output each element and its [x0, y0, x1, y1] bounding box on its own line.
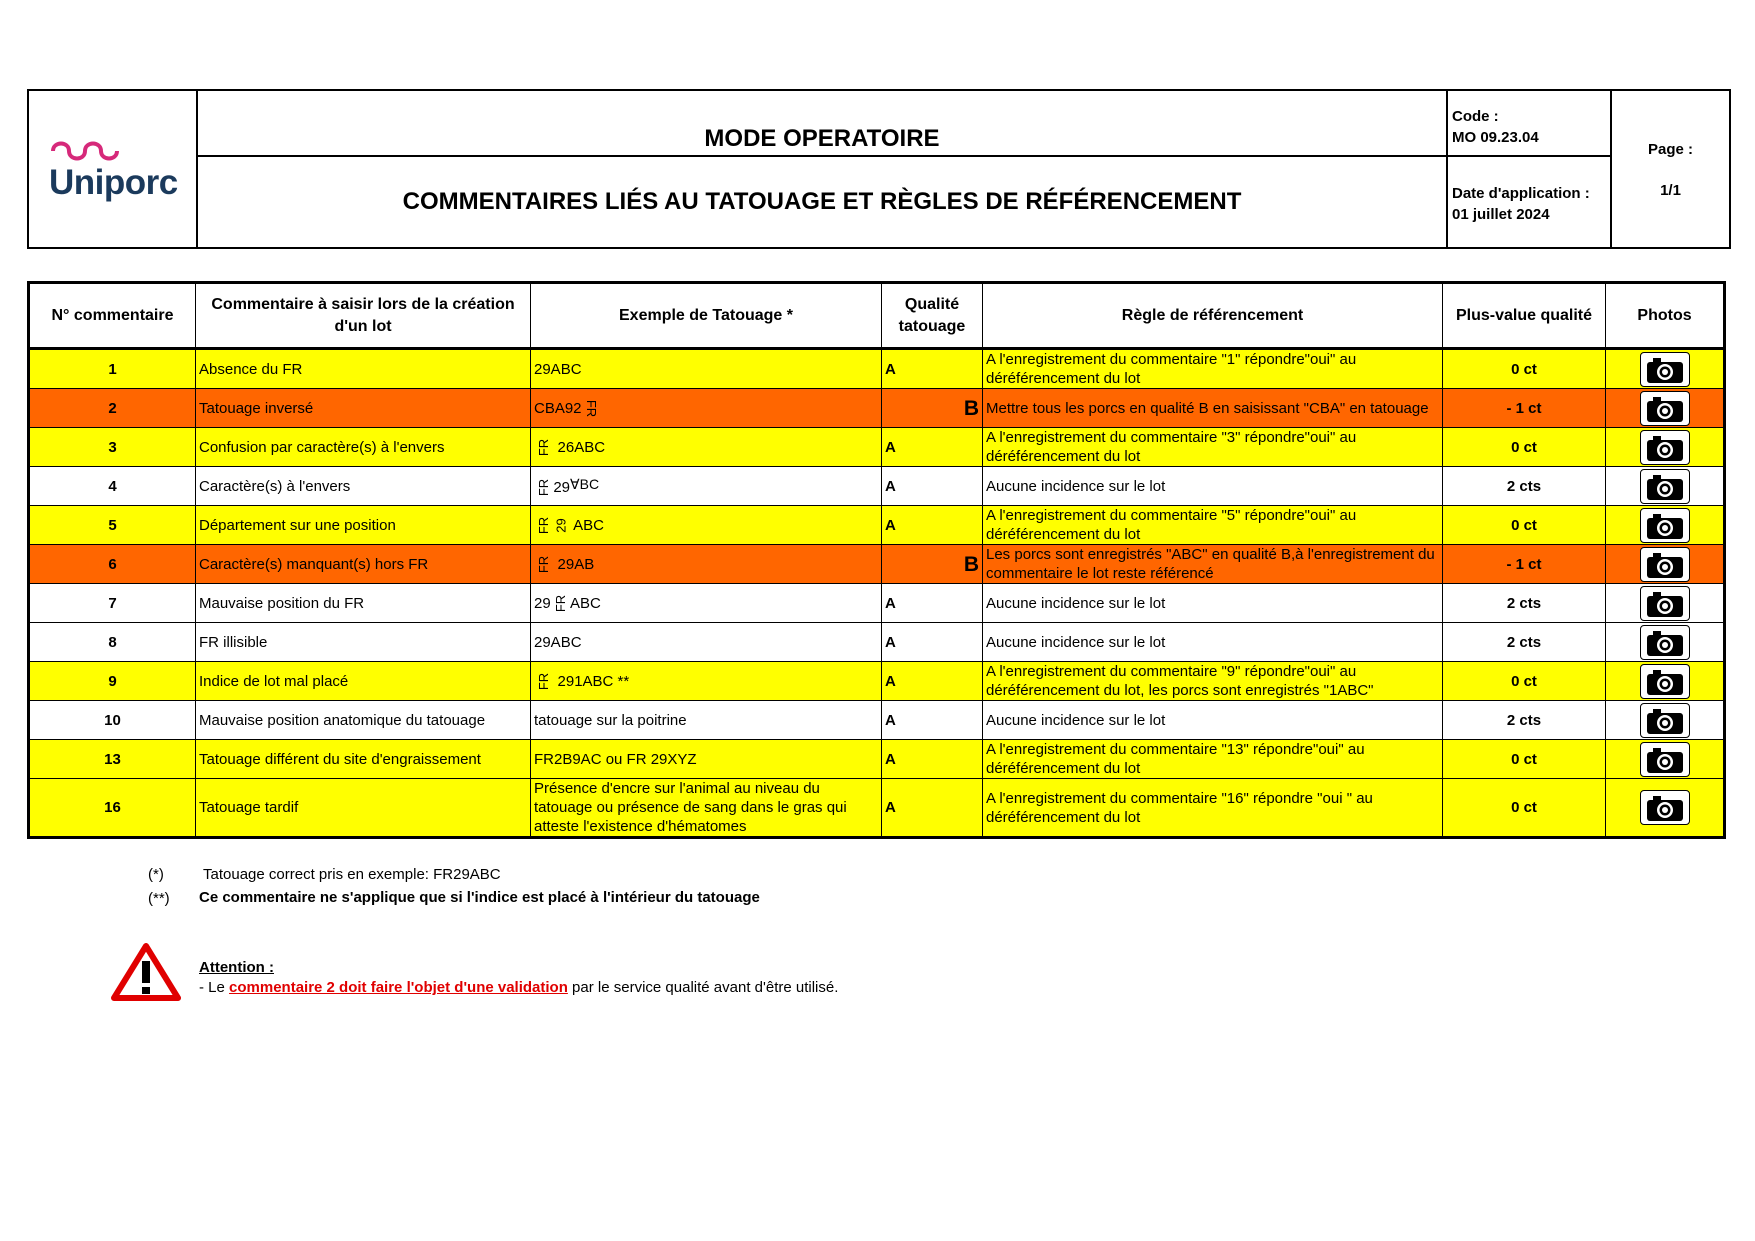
example-text: Présence d'encre sur l'animal au niveau du tatouage ou présence de sang dans le gras qui atteste l'existence d'hématomes	[534, 780, 847, 835]
cell-photo	[1606, 389, 1725, 428]
camera-icon[interactable]	[1640, 430, 1690, 465]
cell-rule: Les porcs sont enregistrés "ABC" en qualité B,à l'enregistrement du commentaire le lot reste référencé	[983, 545, 1443, 584]
uniporc-logo-icon	[49, 137, 121, 165]
cell-comment-number: 2	[29, 389, 196, 428]
table-row	[29, 740, 1725, 779]
cell-value: 2 cts	[1443, 467, 1606, 506]
camera-icon[interactable]	[1640, 664, 1690, 699]
table-row	[29, 467, 1725, 506]
table-row	[29, 349, 1725, 389]
camera-icon[interactable]	[1640, 391, 1690, 426]
example-fr-mark: FR	[536, 555, 552, 573]
col-header-photos: Photos	[1606, 283, 1725, 349]
cell-rule: A l'enregistrement du commentaire "5" répondre"oui" au déréférencement du lot	[983, 506, 1443, 545]
cell-value: 0 ct	[1443, 428, 1606, 467]
cell-photo	[1606, 584, 1725, 623]
code-value: MO 09.23.04	[1452, 129, 1539, 146]
camera-icon[interactable]	[1640, 586, 1690, 621]
cell-quality: A	[882, 349, 983, 389]
cell-quality: A	[882, 701, 983, 740]
table-row	[29, 701, 1725, 740]
cell-photo	[1606, 506, 1725, 545]
cell-tattoo-example	[531, 740, 882, 779]
cell-value: 0 ct	[1443, 779, 1606, 838]
cell-quality: A	[882, 740, 983, 779]
warning-triangle-icon	[111, 943, 181, 1001]
code-cell	[1448, 91, 1612, 157]
table-row	[29, 389, 1725, 428]
cell-comment-number: 10	[29, 701, 196, 740]
example-text: 29ABC	[534, 633, 582, 651]
cell-photo	[1606, 623, 1725, 662]
cell-comment-text: Mauvaise position du FR	[196, 584, 531, 623]
example-fr-mark: FR	[536, 478, 552, 497]
cell-value: 0 ct	[1443, 349, 1606, 389]
cell-rule: A l'enregistrement du commentaire "13" répondre"oui" au déréférencement du lot	[983, 740, 1443, 779]
cell-tattoo-example	[531, 506, 882, 545]
cell-comment-number: 1	[29, 349, 196, 389]
cell-tattoo-example	[531, 545, 882, 584]
comments-table	[27, 281, 1726, 839]
cell-rule: Aucune incidence sur le lot	[983, 584, 1443, 623]
table-row	[29, 779, 1725, 838]
cell-quality: B	[882, 389, 983, 428]
cell-rule: Aucune incidence sur le lot	[983, 623, 1443, 662]
camera-icon[interactable]	[1640, 352, 1690, 387]
camera-icon[interactable]	[1640, 547, 1690, 582]
cell-quality: A	[882, 623, 983, 662]
table-header-row	[29, 283, 1725, 349]
date-value: 01 juillet 2024	[1452, 206, 1550, 223]
attention-red-link[interactable]: commentaire 2 doit faire l'objet d'une validation	[229, 979, 568, 996]
cell-value: - 1 ct	[1443, 545, 1606, 584]
page-cell	[1612, 91, 1729, 247]
cell-quality: B	[882, 545, 983, 584]
cell-tattoo-example	[531, 349, 882, 389]
example-text: FR2B9AC ou FR 29XYZ	[534, 750, 697, 768]
cell-quality: A	[882, 779, 983, 838]
cell-tattoo-example	[531, 389, 882, 428]
cell-rule: A l'enregistrement du commentaire "16" répondre "oui " au déréférencement du lot	[983, 779, 1443, 838]
cell-value: 0 ct	[1443, 506, 1606, 545]
example-prefix: 29	[534, 594, 551, 612]
cell-tattoo-example	[531, 623, 882, 662]
table-row	[29, 623, 1725, 662]
logo-cell	[29, 91, 198, 247]
attention-suffix: par le service qualité avant d'être utilisé.	[567, 979, 839, 996]
cell-quality: A	[882, 428, 983, 467]
example-fr-mark: FR	[536, 672, 552, 690]
cell-photo	[1606, 467, 1725, 506]
cell-value: 2 cts	[1443, 701, 1606, 740]
cell-comment-text: Absence du FR	[196, 349, 531, 389]
doc-title: MODE OPERATOIRE	[198, 91, 1448, 157]
example-text: ABC	[573, 516, 604, 534]
cell-rule: A l'enregistrement du commentaire "1" répondre"oui" au déréférencement du lot	[983, 349, 1443, 389]
camera-icon[interactable]	[1640, 703, 1690, 738]
date-label: Date d'application :	[1452, 185, 1590, 202]
table-row	[29, 506, 1725, 545]
example-text: 29ABC	[534, 360, 582, 378]
cell-rule: Aucune incidence sur le lot	[983, 467, 1443, 506]
example-fr-mark: FR	[536, 516, 552, 534]
example-dep-mark: 29	[554, 517, 570, 533]
cell-value: 2 cts	[1443, 584, 1606, 623]
attention-prefix: - Le	[199, 979, 230, 996]
logo-text: Uniporc	[49, 163, 178, 202]
table-row	[29, 545, 1725, 584]
cell-tattoo-example	[531, 584, 882, 623]
cell-comment-number: 16	[29, 779, 196, 838]
cell-comment-number: 7	[29, 584, 196, 623]
example-text: CBA92	[534, 399, 582, 417]
example-text: 26ABC	[557, 438, 606, 456]
cell-tattoo-example	[531, 662, 882, 701]
example-fr-mark: FR	[583, 399, 599, 417]
cell-quality: A	[882, 662, 983, 701]
cell-photo	[1606, 740, 1725, 779]
cell-comment-number: 13	[29, 740, 196, 779]
col-header-quality: Qualité tatouage	[882, 283, 983, 349]
cell-tattoo-example	[531, 467, 882, 506]
camera-icon[interactable]	[1640, 742, 1690, 777]
document-header	[27, 89, 1731, 249]
col-header-value: Plus-value qualité	[1443, 283, 1606, 349]
cell-rule: A l'enregistrement du commentaire "9" répondre"oui" au déréférencement du lot, les porcs sont enregistrés "1ABC"	[983, 662, 1443, 701]
doc-subtitle: COMMENTAIRES LIÉS AU TATOUAGE ET RÈGLES DE RÉFÉRENCEMENT	[198, 157, 1448, 247]
cell-comment-number: 6	[29, 545, 196, 584]
cell-comment-text: FR illisible	[196, 623, 531, 662]
cell-comment-text: Confusion par caractère(s) à l'envers	[196, 428, 531, 467]
col-header-rule: Règle de référencement	[983, 283, 1443, 349]
cell-comment-number: 8	[29, 623, 196, 662]
cell-rule: Mettre tous les porcs en qualité B en saisissant "CBA" en tatouage	[983, 389, 1443, 428]
cell-value: 0 ct	[1443, 662, 1606, 701]
attention-title: Attention :	[199, 959, 274, 976]
cell-comment-number: 9	[29, 662, 196, 701]
note-1-text: Tatouage correct pris en exemple: FR29ABC	[203, 866, 501, 883]
cell-comment-text: Indice de lot mal placé	[196, 662, 531, 701]
cell-photo	[1606, 662, 1725, 701]
cell-rule: Aucune incidence sur le lot	[983, 701, 1443, 740]
note-2-text: Ce commentaire ne s'applique que si l'indice est placé à l'intérieur du tatouage	[199, 889, 760, 906]
cell-comment-text: Caractère(s) manquant(s) hors FR	[196, 545, 531, 584]
note-2-mark: (**)	[148, 890, 170, 907]
page-label: Page :	[1647, 141, 1693, 158]
cell-value: 0 ct	[1443, 740, 1606, 779]
cell-tattoo-example	[531, 779, 882, 838]
camera-icon[interactable]	[1640, 469, 1690, 504]
date-cell	[1448, 157, 1612, 247]
example-fr-mark: FR	[552, 594, 568, 612]
cell-photo	[1606, 779, 1725, 838]
cell-photo	[1606, 701, 1725, 740]
table-row	[29, 662, 1725, 701]
example-text: ABC	[570, 594, 601, 612]
example-suffix: ∀BC	[570, 476, 600, 492]
page-value: 1/1	[1660, 182, 1681, 199]
col-header-num: N° commentaire	[29, 283, 196, 349]
note-1-mark: (*)	[148, 866, 164, 883]
cell-comment-text: Tatouage inversé	[196, 389, 531, 428]
camera-icon[interactable]	[1640, 790, 1690, 825]
example-text: 29	[553, 479, 571, 496]
cell-quality: A	[882, 506, 983, 545]
col-header-example: Exemple de Tatouage *	[531, 283, 882, 349]
cell-comment-text: Département sur une position	[196, 506, 531, 545]
example-text: 29AB	[557, 555, 595, 573]
table-row	[29, 584, 1725, 623]
cell-rule: A l'enregistrement du commentaire "3" répondre"oui" au déréférencement du lot	[983, 428, 1443, 467]
attention-text	[199, 979, 838, 996]
table-row	[29, 428, 1725, 467]
cell-photo	[1606, 428, 1725, 467]
cell-tattoo-example	[531, 701, 882, 740]
camera-icon[interactable]	[1640, 508, 1690, 543]
cell-comment-number: 4	[29, 467, 196, 506]
col-header-comment: Commentaire à saisir lors de la création d'un lot	[196, 283, 531, 349]
cell-comment-text: Tatouage tardif	[196, 779, 531, 838]
cell-comment-text: Caractère(s) à l'envers	[196, 467, 531, 506]
cell-value: - 1 ct	[1443, 389, 1606, 428]
cell-tattoo-example	[531, 428, 882, 467]
cell-comment-text: Mauvaise position anatomique du tatouage	[196, 701, 531, 740]
cell-photo	[1606, 545, 1725, 584]
camera-icon[interactable]	[1640, 625, 1690, 660]
cell-comment-number: 5	[29, 506, 196, 545]
example-text: tatouage sur la poitrine	[534, 711, 687, 729]
cell-comment-text: Tatouage différent du site d'engraissement	[196, 740, 531, 779]
example-text: 291ABC **	[557, 672, 630, 690]
cell-photo	[1606, 349, 1725, 389]
cell-quality: A	[882, 584, 983, 623]
cell-comment-number: 3	[29, 428, 196, 467]
code-label: Code :	[1452, 108, 1499, 125]
cell-quality: A	[882, 467, 983, 506]
example-fr-mark: FR	[536, 438, 552, 456]
cell-value: 2 cts	[1443, 623, 1606, 662]
